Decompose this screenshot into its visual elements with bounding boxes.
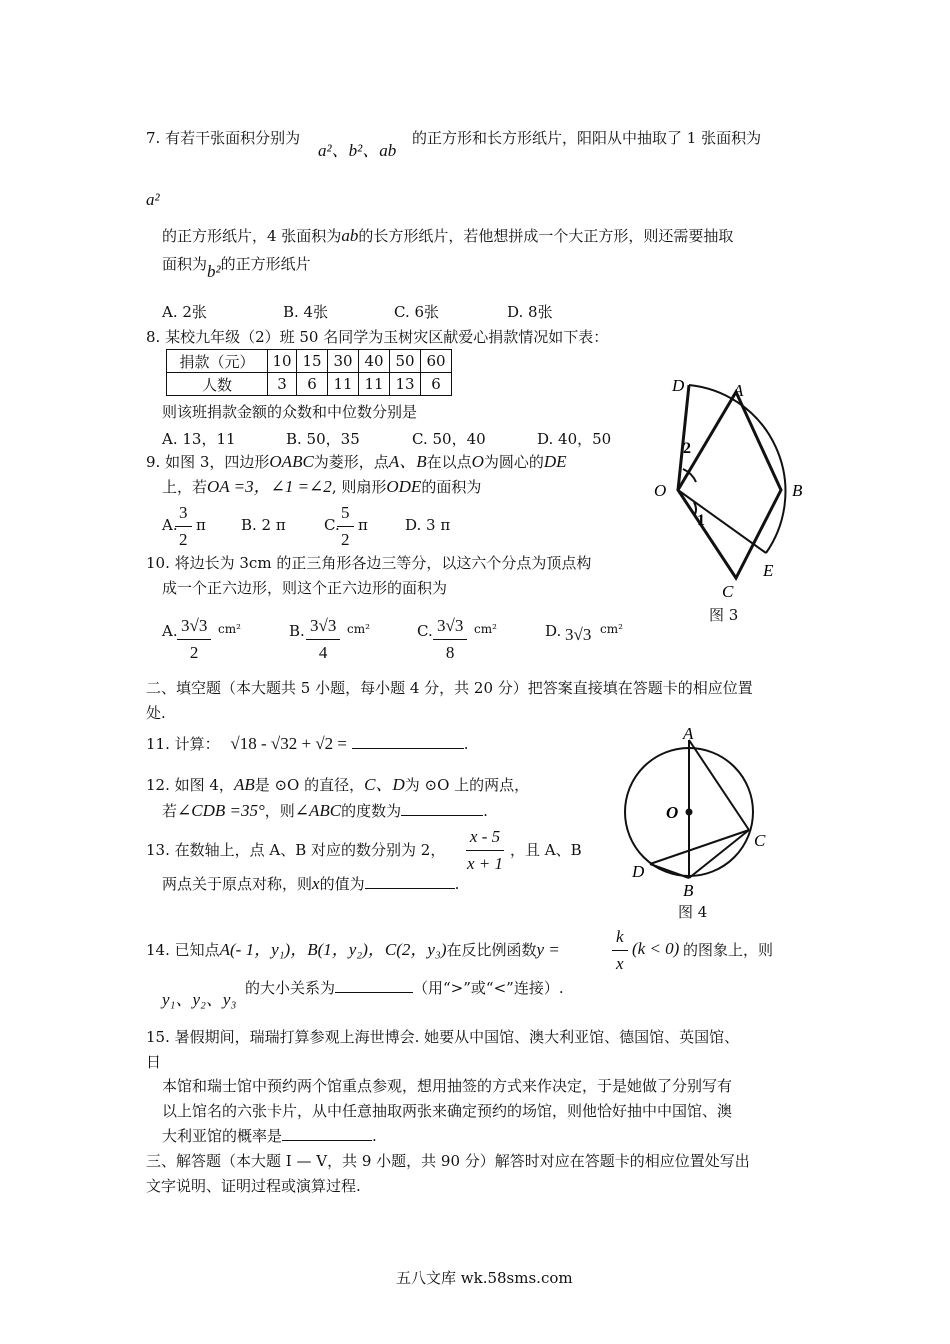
q14-line1: 14. 已知点A(- 1，y₁)，B(1，y₂)，C(2，y₃)在反比例函数y = [146,940,560,959]
q15-line5: 大利亚馆的概率是 . [162,1127,377,1145]
section-3-line1: 三、解答题（本大题 Ⅰ — Ⅴ，共 9 小题，共 90 分）解答时对应在答题卡的相应位置处写出 [146,1152,750,1170]
q9-option-b: B. 2 π [241,516,286,534]
figure-4-caption: 图 4 [678,903,708,921]
q8-question: 则该班捐款金额的众数和中位数分别是 [162,403,418,421]
label-a: A [683,724,694,743]
chord-dc [650,830,749,864]
q9-option-a-fraction: $\frac{3}{2}$ [175,500,192,553]
section-2-line1: 二、填空题（本大题共 5 小题，每小题 4 分，共 20 分）把答案直接填在答题卡的相应位置 [146,679,753,697]
q13-line1b: ，且 A、B [510,841,582,859]
label-d: D [672,376,685,395]
q10-option-d-value: 3√3 [565,625,592,644]
q8-option-d: D. 40，50 [537,430,612,448]
q9-option-c-fraction: $\frac{5}{2}$ [337,500,354,553]
q9-option-a-pi: π [196,516,206,534]
q10-line2: 成一个正六边形，则这个正六边形的面积为 [162,579,448,597]
q10-option-a-fraction: $\frac{3√3}{2}$ [177,613,211,666]
label-o: O [654,481,667,500]
q7-a-squared: a² [146,190,160,209]
label-b: B [792,481,803,500]
table-cell: 40 [359,350,390,373]
label-c: C [722,582,734,601]
label-angle-1: 1 [697,512,705,529]
q7-option-b: B. 4张 [283,303,329,321]
table-cell: 11 [359,373,390,396]
q10-option-a-label: A. [162,622,178,640]
q7-option-a: A. 2张 [162,303,207,321]
q9-option-c-label: C. [324,516,340,534]
label-b: B [683,881,694,900]
q14-fraction: $\frac{k}{x}$ [612,924,628,977]
q7-line3: 面积为b²的正方形纸片 [162,255,311,281]
q15-line3: 本馆和瑞士馆中预约两个馆重点参观，想用抽签的方式来作决定，于是她做了分别写有 [162,1077,733,1095]
table-cell: 30 [328,350,359,373]
table-cell: 3 [268,373,297,396]
table-cell: 人数 [167,373,268,396]
q10-option-d-unit: cm² [600,622,623,636]
table-row [167,350,452,373]
q10-option-d-label: D. [545,622,562,640]
q15-line1: 15. 暑假期间，瑞瑞打算参观上海世博会. 她要从中国馆、澳大利亚馆、德国馆、英国馆、 [146,1028,740,1046]
figure-3 [640,370,820,630]
q10-option-c-fraction: $\frac{3√3}{8}$ [433,613,467,666]
q10-option-b-unit: cm² [347,622,370,636]
q13-line1a: 13. 在数轴上，点 A、B 对应的数分别为 2， [146,841,446,859]
center-dot [686,809,693,816]
q9-line1: 9. 如图 3，四边形OABC为菱形，点A、B在以点O为圆心的DE [146,452,567,471]
q13-line2: 两点关于原点对称，则x的值为 . [162,874,460,893]
q14-line1c: 的图象上，则 [683,941,774,959]
q7-terms: a²、b²、ab [318,141,397,160]
q13-fraction: $\frac{x - 5}{x + 1}$ [463,824,507,877]
chord-db [650,864,689,878]
q14-condition: (k < 0) [632,939,680,958]
table-cell: 60 [421,350,452,373]
q15-line4: 以上馆名的六张卡片，从中任意抽取两张来确定预约的场馆，则他恰好抽中中国馆、澳 [162,1102,733,1120]
table-cell: 15 [297,350,328,373]
table-cell: 捐款（元） [167,350,268,373]
q10-option-c-label: C. [417,622,433,640]
table-cell: 50 [390,350,421,373]
q7-line2: 的正方形纸片，4 张面积为ab的长方形纸片，若他想拼成一个大正方形，则还需要抽取 [162,226,734,245]
q8-option-b: B. 50，35 [286,430,360,448]
q14-line2: 的大小关系为 （用“>”或“<”连接）. [245,979,564,997]
label-o: O [666,803,679,822]
q10-option-c-unit: cm² [474,622,497,636]
q12-line2: 若∠CDB =35°，则∠ABC的度数为 . [162,801,488,820]
label-e: E [763,561,774,580]
q15-line2: 日 [146,1053,162,1071]
q12-line1: 12. 如图 4，AB是 ⊙O 的直径，C、D为 ⊙O 上的两点， [146,775,530,794]
q7-line1-tail: 的正方形和长方形纸片，阳阳从中抽取了 1 张面积为 [412,129,762,147]
table-cell: 13 [390,373,421,396]
chord-bc [689,830,749,878]
q10-option-b-label: B. [289,622,305,640]
q7-line1: 7. 有若干张面积分别为 [146,129,301,147]
table-cell: 6 [297,373,328,396]
label-d: D [632,862,645,881]
table-row [167,373,452,396]
q10-line1: 10. 将边长为 3cm 的正三角形各边三等分，以这六个分点为顶点构 [146,554,592,572]
q8-option-c: C. 50，40 [412,430,486,448]
q9-option-d: D. 3 π [405,516,451,534]
section-3-line2: 文字说明、证明过程或演算过程. [146,1177,361,1195]
rhombus-oabc [678,392,781,578]
q9-line2: 上，若OA =3，∠1 =∠2, 则扇形ODE的面积为 [162,477,482,496]
q8-option-a: A. 13，11 [162,430,236,448]
section-2-line2: 处. [146,704,166,722]
q10-option-a-unit: cm² [218,622,241,636]
label-a: A [733,381,744,400]
q9-option-a-label: A. [162,516,178,534]
donation-table [166,349,452,396]
q7-option-c: C. 6张 [394,303,440,321]
table-cell: 11 [328,373,359,396]
figure-4 [610,722,780,902]
footer-watermark: 五八文库 wk.58sms.com [396,1269,573,1287]
table-cell: 10 [268,350,297,373]
q7-option-d: D. 8张 [507,303,553,321]
q11-line: 11. 计算： √18 - √32 + √2 = . [146,734,469,753]
q9-option-c-pi: π [358,516,368,534]
table-cell: 6 [421,373,452,396]
angle-1-mark [694,502,696,516]
label-angle-2: 2 [683,440,691,457]
q10-option-b-fraction: $\frac{3√3}{4}$ [306,613,340,666]
chord-ac [689,740,749,830]
label-c: C [754,831,766,850]
figure-3-caption: 图 3 [709,606,739,624]
q14-ys: y₁、y₂、y₃ [162,990,237,1009]
q8-text: 8. 某校九年级（2）班 50 名同学为玉树灾区献爱心捐款情况如下表： [146,328,609,346]
